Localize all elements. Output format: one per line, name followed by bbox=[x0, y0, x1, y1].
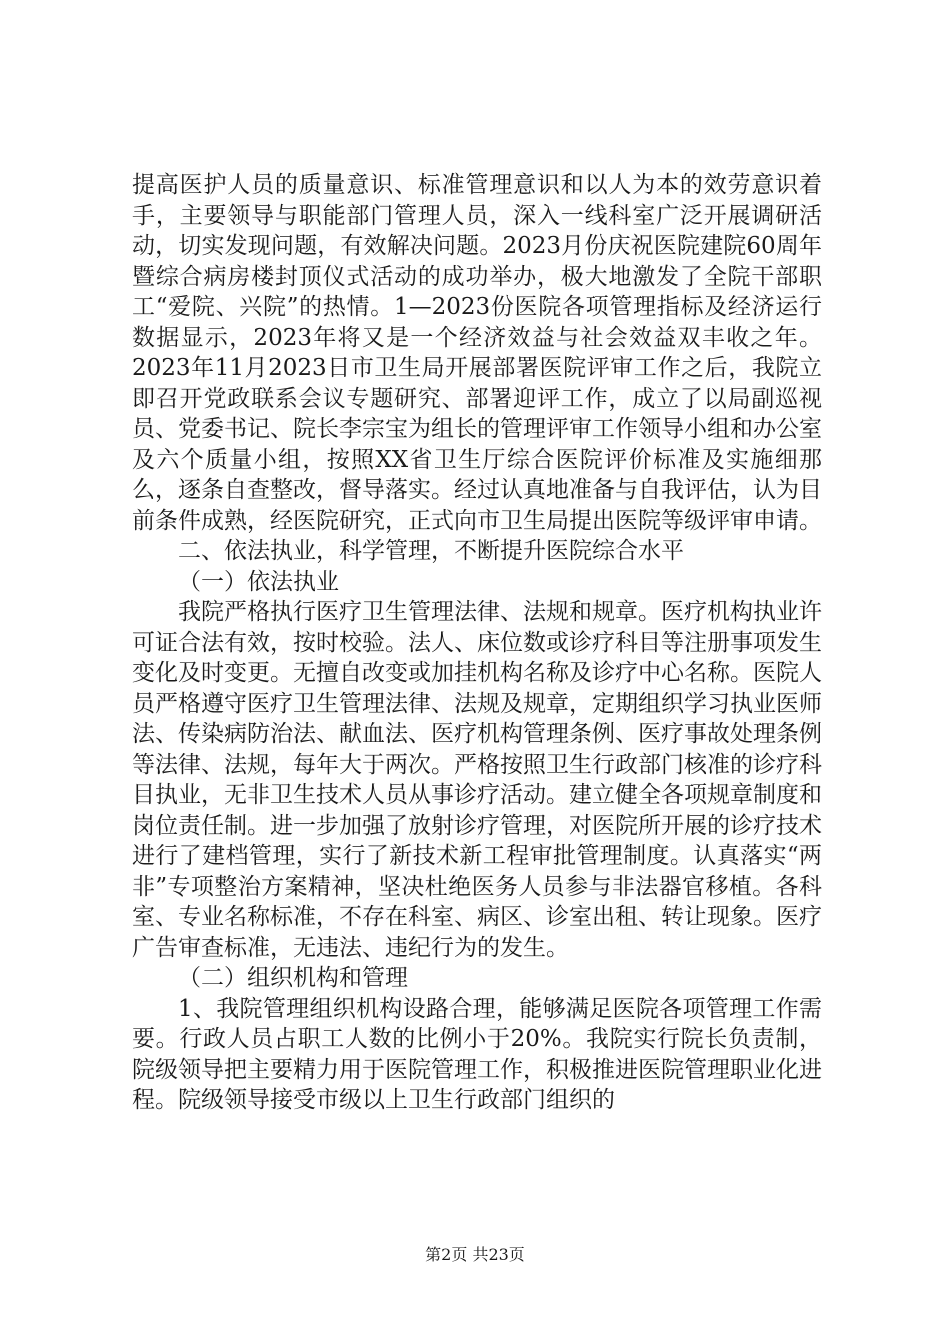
subsection-heading-2: （二）组织机构和管理 bbox=[178, 965, 408, 991]
subsection-heading-1: （一）依法执业 bbox=[178, 568, 339, 595]
section-heading: 二、依法执业，科学管理，不断提升医院综合水平 bbox=[178, 538, 684, 564]
paragraph-organization: 1、我院管理组织机构设路合理，能够满足医院各项管理工作需要。行政人员占职工人数的比例小于20%。我院实行院长负责制，院级领导把主要精力用于医院管理工作，积极推进医院管理职业化进程。院级领导接受市级以上卫生行政部门组织的 bbox=[132, 995, 822, 1113]
document-body bbox=[132, 170, 822, 1116]
paragraph-legal-practice: 我院严格执行医疗卫生管理法律、法规和规章。医疗机构执业许可证合法有效，按时校验。法人、床位数或诊疗科目等注册事项发生变化及时变更。无擅自改变或加挂机构名称及诊疗中心名称。医院人员严格遵守医疗卫生管理法律、法规及规章，定期组织学习执业医师法、传染病防治法、献血法、医疗机构管理条例、医疗事故处理条例等法律、法规，每年大于两次。严格按照卫生行政部门核准的诊疗科目执业，无非卫生技术人员从事诊疗活动。建立健全各项规章制度和岗位责任制。进一步加强了放射诊疗管理，对医院所开展的诊疗技术进行了建档管理，实行了新技术新工程审批管理制度。认真落实“两非”专项整治方案精神，坚决杜绝医务人员参与非法器官移植。各科室、专业名称标准，不存在科室、病区、诊室出租、转让现象。医疗广告审查标准，无违法、违纪行为的发生。 bbox=[132, 599, 822, 961]
paragraph-continuation: 提高医护人员的质量意识、标准管理意识和以人为本的效劳意识着手，主要领导与职能部门管理人员，深入一线科室广泛开展调研活动，切实发现问题，有效解决问题。2023月份庆祝医院建院60周年暨综合病房楼封顶仪式活动的成功举办，极大地激发了全院干部职工“爱院、兴院”的热情。1—2023份医院各项管理指标及经济运行数据显示，2023年将又是一个经济效益与社会效益双丰收之年。2023年11月2023日市卫生局开展部署医院评审工作之后，我院立即召开党政联系会议专题研究、部署迎评工作，成立了以局副巡视员、党委书记、院长李宗宝为组长的管理评审工作领导小组和办公室及六个质量小组，按照XX省卫生厅综合医院评价标准及实施细那么，逐条自查整改，督导落实。经过认真地准备与自我评估，认为目前条件成熟，经医院研究，正式向市卫生局提出医院等级评审申请。 bbox=[132, 172, 822, 534]
page-footer: 第2页 共23页 bbox=[425, 1245, 525, 1264]
